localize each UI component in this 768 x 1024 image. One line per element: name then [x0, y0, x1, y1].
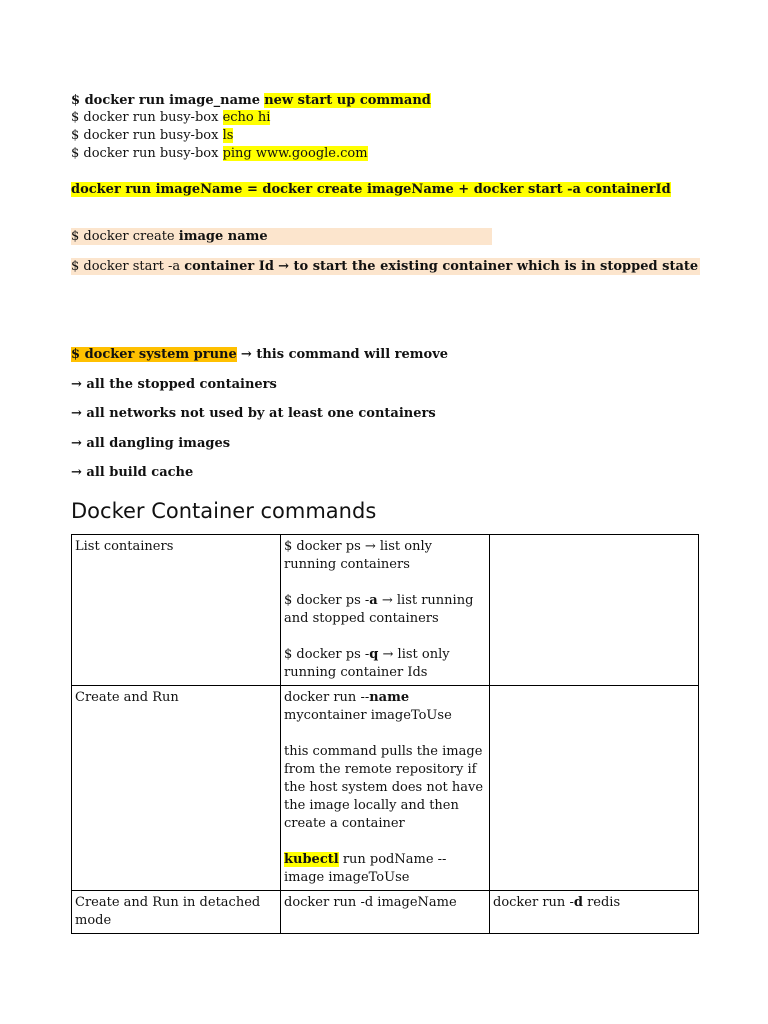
table-cell-commands	[281, 686, 490, 891]
row-2-para-1: docker run --name mycontainer imageToUse	[284, 690, 452, 723]
prune-item-1	[71, 376, 277, 393]
run-line-4	[71, 145, 368, 162]
run-line-2	[71, 109, 270, 126]
table-cell-commands	[281, 535, 490, 686]
start-line-bold: container Id	[184, 259, 274, 274]
table-cell-label	[72, 535, 281, 686]
prune-item-3-text: → all dangling images	[71, 436, 231, 451]
prune-item-3	[71, 435, 230, 452]
section-heading: Docker Container commands	[71, 499, 377, 523]
table-cell-empty	[490, 686, 699, 891]
run-line-4-highlight: ping www.google.com	[222, 146, 368, 161]
prune-command: $ docker system prune	[71, 347, 237, 362]
row-1-para-3: $ docker ps -q → list only running container Ids	[284, 647, 450, 680]
row-2-para-2: this command pulls the image from the remote repository if the host system does not have the image locally and then create a container	[284, 744, 484, 831]
prune-item-2	[71, 405, 436, 422]
row-1-para-2: $ docker ps -a → list running and stopped containers	[284, 593, 474, 626]
create-line	[71, 228, 492, 245]
row-1-para-1: $ docker ps → list only running containers	[284, 539, 432, 572]
table-row	[72, 891, 699, 934]
prune-desc: → this command will remove	[240, 347, 449, 362]
prune-item-1-text: → all the stopped containers	[71, 377, 277, 392]
create-line-bold: image name	[178, 229, 268, 244]
table-cell-label	[72, 686, 281, 891]
row-2-para-3: kubectl run podName --image imageToUse	[284, 852, 447, 885]
run-line-2-highlight: echo hi	[222, 110, 271, 125]
commands-table	[71, 534, 699, 934]
table-row	[72, 686, 699, 891]
run-equation-text: docker run imageName = docker create imageName + docker start -a containerId	[71, 182, 671, 197]
run-line-1-highlight: new start up command	[264, 93, 431, 108]
start-line-rest: → to start the existing container which is in stopped state	[278, 259, 699, 274]
prune-item-2-text: → all networks not used by at least one containers	[71, 406, 436, 421]
run-line-4-prefix: $ docker run busy-box	[71, 146, 219, 161]
prune-item-4	[71, 464, 193, 481]
run-line-1-prefix: $ docker run image_name	[71, 93, 261, 108]
row-2-label: Create and Run	[75, 690, 179, 705]
start-line	[71, 258, 700, 275]
table-cell-example	[490, 891, 699, 934]
row-1-label: List containers	[75, 539, 174, 554]
table-cell-commands	[281, 891, 490, 934]
start-line-prefix: $ docker start -a	[71, 259, 181, 274]
run-line-3	[71, 127, 233, 144]
run-equation	[71, 181, 671, 198]
create-line-prefix: $ docker create	[71, 229, 175, 244]
run-line-3-highlight: ls	[222, 128, 234, 143]
table-cell-empty	[490, 535, 699, 686]
run-line-1	[71, 92, 431, 109]
run-line-2-prefix: $ docker run busy-box	[71, 110, 219, 125]
row-3-label: Create and Run in detached mode	[75, 895, 261, 928]
run-line-3-prefix: $ docker run busy-box	[71, 128, 219, 143]
prune-line	[71, 346, 448, 363]
table-row	[72, 535, 699, 686]
prune-item-4-text: → all build cache	[71, 465, 194, 480]
row-3-example: docker run -d redis	[493, 895, 621, 910]
table-cell-label	[72, 891, 281, 934]
row-3-command: docker run -d imageName	[284, 895, 457, 910]
